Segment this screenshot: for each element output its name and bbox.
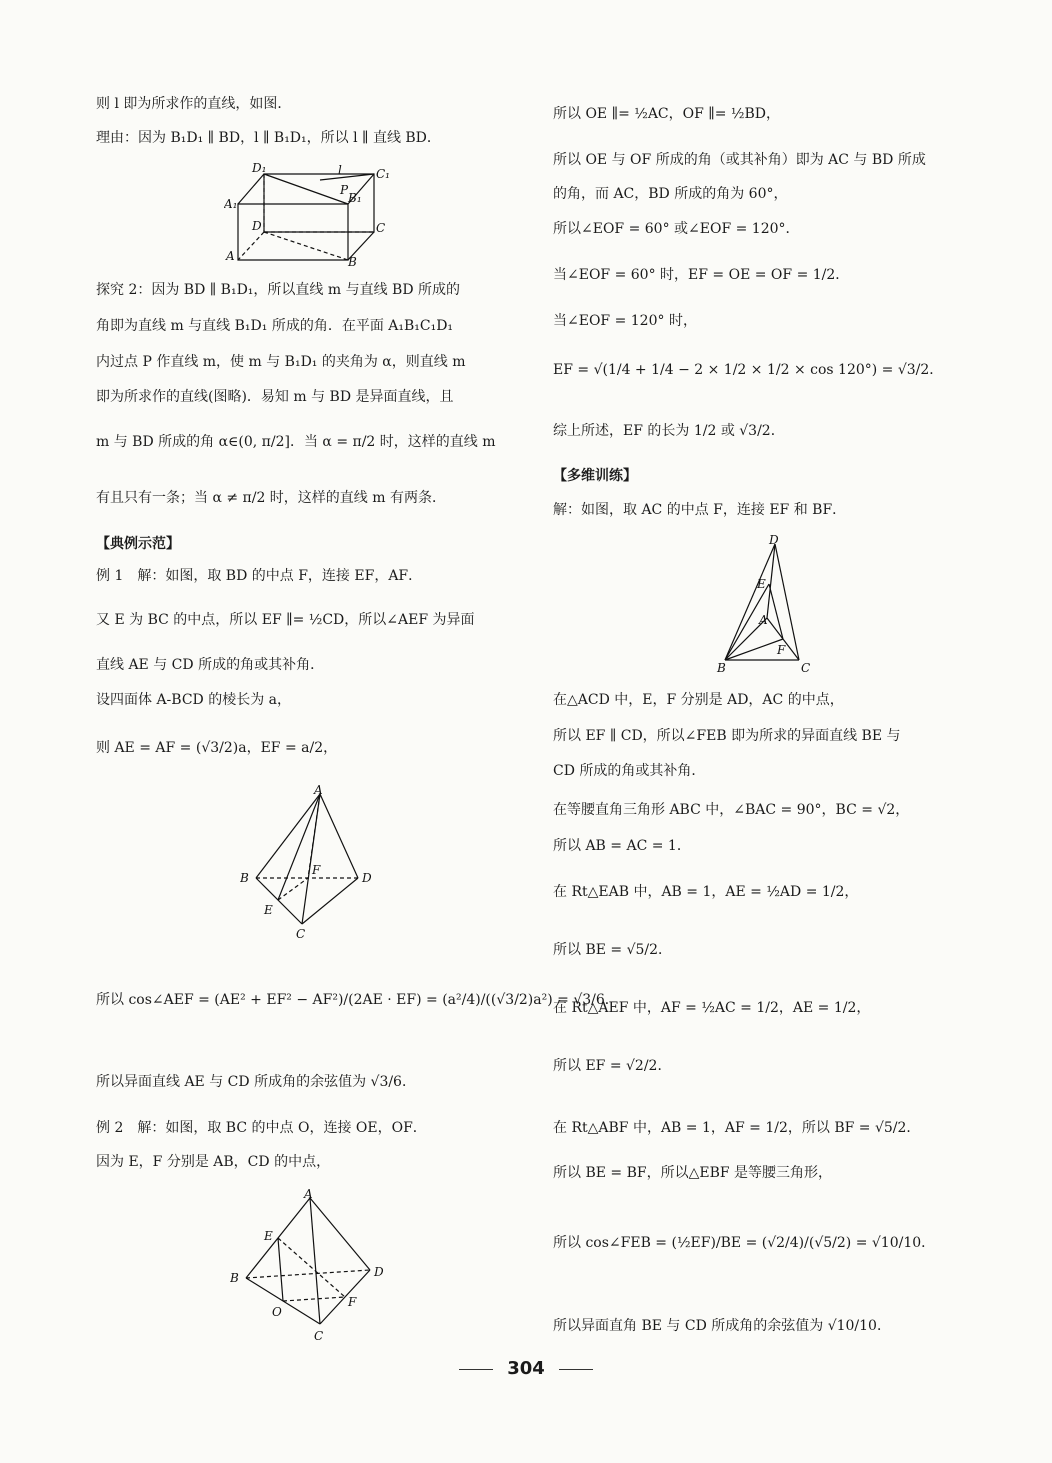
label-O: O [272,1305,282,1319]
text-line: 角即为直线 m 与直线 B₁D₁ 所成的角．在平面 A₁B₁C₁D₁ [96,318,454,334]
label-E: E [757,577,766,591]
label-C: C [376,221,386,235]
page-number: 304 [0,1358,1052,1379]
text-line: 理由：因为 B₁D₁ ∥ BD，l ∥ B₁D₁，所以 l ∥ 直线 BD． [96,130,441,146]
text-line: 所以 BE = √5/2． [553,942,673,958]
figure-tetrahedron-3 [713,532,823,674]
text-line: 例 2 解：如图，取 BC 的中点 O，连接 OE，OF． [96,1120,427,1136]
label-B: B [230,1271,239,1285]
label-F: F [777,643,786,657]
text-line: 在等腰直角三角形 ABC 中，∠BAC = 90°，BC = √2， [553,802,910,818]
text-line: CD 所成的角或其补角． [553,763,706,779]
label-A: A [759,613,768,627]
text-line: 所以 OE 与 OF 所成的角（或其补角）即为 AC 与 BD 所成 [553,152,926,168]
text-line: 在 Rt△AEF 中，AF = ½AC = 1/2，AE = 1/2， [553,1000,871,1016]
right-column [553,0,993,1463]
text-line: 例 1 解：如图，取 BD 的中点 F，连接 EF，AF． [96,568,423,584]
text-line: 则 AE = AF = (√3/2)a，EF = a/2， [96,740,338,756]
text-line: 所以 cos∠FEB = (½EF)/BE = (√2/4)/(√5/2) = √10/10． [553,1235,936,1251]
text-line: 所以异面直线 AE 与 CD 所成角的余弦值为 √3/6． [96,1074,416,1090]
text-line: 综上所述，EF 的长为 1/2 或 √3/2． [553,423,785,439]
label-A: A [304,1187,313,1201]
text-line: 则 l 即为所求作的直线，如图． [96,96,292,112]
label-F: F [348,1295,357,1309]
label-B: B [717,661,726,674]
text-line: 因为 E，F 分别是 AB，CD 的中点， [96,1154,331,1170]
text-line: 所以 OE ∥= ½AC，OF ∥= ½BD， [553,106,781,122]
label-E: E [264,903,273,917]
section-heading: 【典例示范】 [96,536,180,552]
section-heading: 【多维训练】 [553,468,637,484]
text-line: 所以 EF = √2/2． [553,1058,672,1074]
label-F: F [312,863,321,877]
label-D: D [252,219,262,233]
label-C1: C₁ [376,167,390,181]
text-line: 在△ACD 中，E，F 分别是 AD，AC 的中点， [553,692,844,708]
text-line: m 与 BD 所成的角 α∈(0, π/2]．当 α = π/2 时，这样的直线 m [96,434,496,450]
label-B: B [240,871,249,885]
label-B: B [348,255,357,268]
label-P: P [340,183,349,197]
label-A: A [314,783,323,797]
label-A: A [226,249,235,263]
text-line: 所以 EF ∥ CD，所以∠FEB 即为所求的异面直线 BE 与 [553,728,901,744]
label-B1: B₁ [348,191,362,205]
text-line: 即为所求作的直线(图略)．易知 m 与 BD 是异面直线，且 [96,389,454,405]
figure-tetrahedron-1 [240,782,380,942]
text-line: 又 E 为 BC 的中点，所以 EF ∥= ½CD，所以∠AEF 为异面 [96,612,475,628]
text-line: 的角，而 AC，BD 所成的角为 60°， [553,186,788,202]
text-line: 内过点 P 作直线 m，使 m 与 B₁D₁ 的夹角为 α，则直线 m [96,354,466,370]
label-l: l [338,163,342,177]
text-line: 设四面体 A-BCD 的棱长为 a， [96,692,292,708]
label-C: C [801,661,811,674]
text-line: 直线 AE 与 CD 所成的角或其补角． [96,657,325,673]
text-line: 所以 cos∠AEF = (AE² + EF² − AF²)/(2AE · EF) = (a²/4)/((√3/2)a²) = √3/6． [96,992,619,1008]
figure-prism [224,160,394,268]
label-E: E [264,1229,273,1243]
text-line: EF = √(1/4 + 1/4 − 2 × 1/2 × 1/2 × cos 120°) = √3/2． [553,362,944,378]
text-line: 解：如图，取 AC 的中点 F，连接 EF 和 BF． [553,502,847,518]
text-line: 所以 BE = BF，所以△EBF 是等腰三角形， [553,1165,833,1181]
text-line: 当∠EOF = 60° 时，EF = OE = OF = 1/2． [553,267,850,283]
label-D: D [374,1265,384,1279]
text-line: 所以异面直角 BE 与 CD 所成角的余弦值为 √10/10． [553,1318,891,1334]
label-D: D [769,533,779,547]
label-D: D [362,871,372,885]
label-A1: A₁ [224,197,238,211]
label-C: C [314,1329,324,1343]
label-D1: D₁ [252,161,267,175]
text-line: 有且只有一条；当 α ≠ π/2 时，这样的直线 m 有两条． [96,490,446,506]
text-line: 在 Rt△EAB 中，AB = 1，AE = ½AD = 1/2， [553,884,859,900]
text-line: 在 Rt△ABF 中，AB = 1，AF = 1/2，所以 BF = √5/2． [553,1120,921,1136]
figure-tetrahedron-2 [230,1184,390,1344]
text-line: 所以∠EOF = 60° 或∠EOF = 120°． [553,221,800,237]
text-line: 当∠EOF = 120° 时， [553,313,697,329]
text-line: 探究 2：因为 BD ∥ B₁D₁，所以直线 m 与直线 BD 所成的 [96,282,461,298]
label-C: C [296,927,306,941]
text-line: 所以 AB = AC = 1． [553,838,691,854]
